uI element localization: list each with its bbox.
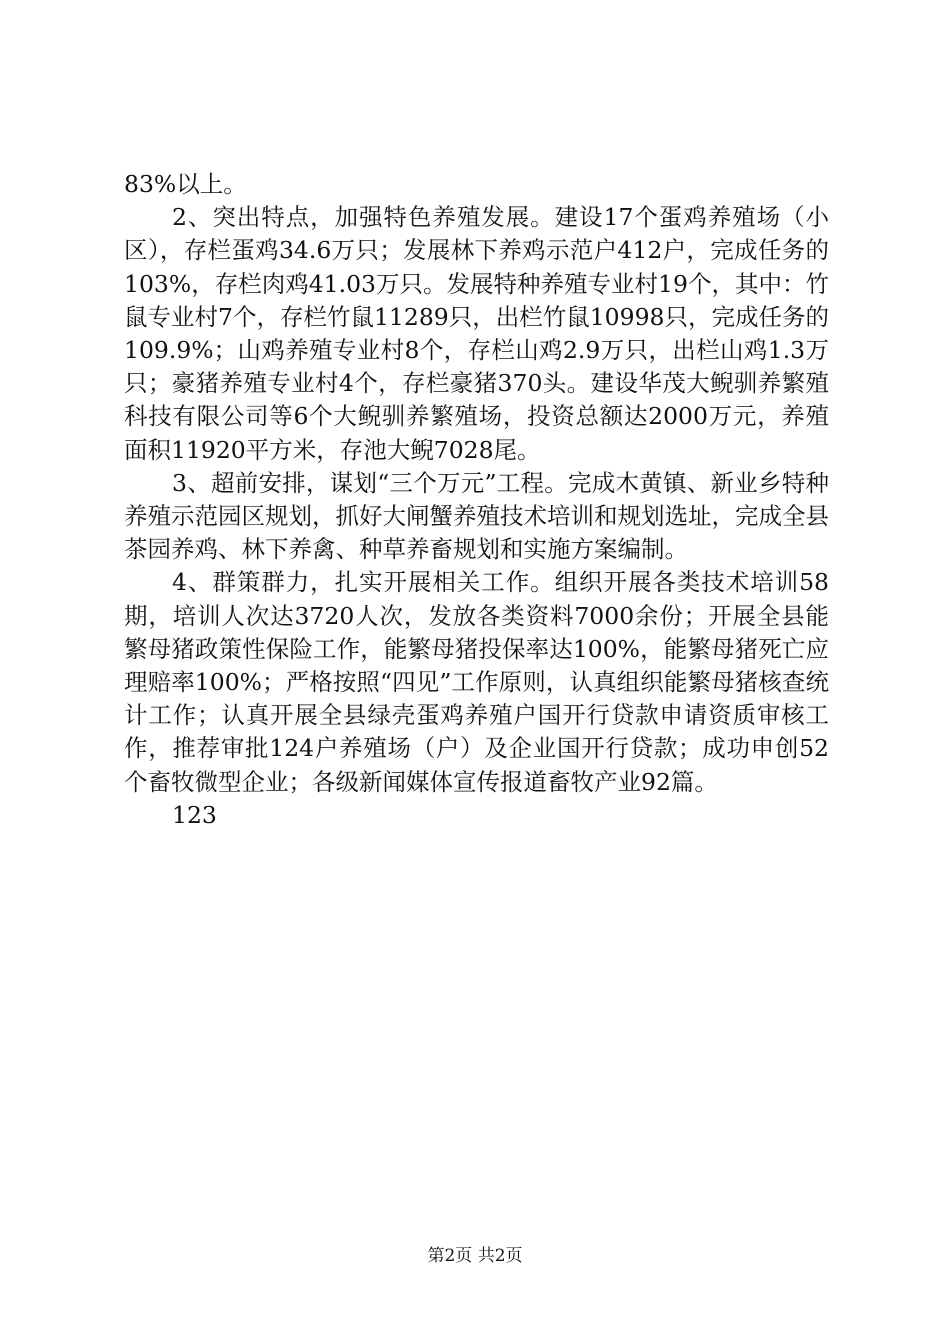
document-body xyxy=(124,168,829,832)
paragraph-special-breeding: 2、突出特点，加强特色养殖发展。建设17个蛋鸡养殖场（小区），存栏蛋鸡34.6万只；发展林下养鸡示范户412户，完成任务的103%，存栏肉鸡41.03万只。发展特种养殖专业村19个，其中：竹鼠专业村7个，存栏竹鼠11289只，出栏竹鼠10998只，完成任务的109.9%；山鸡养殖专业村8个，存栏山鸡2.9万只，出栏山鸡1.3万只；豪猪养殖专业村4个，存栏豪猪370头。建设华茂大鲵驯养繁殖科技有限公司等6个大鲵驯养繁殖场，投资总额达2000万元，养殖面积11920平方米，存池大鲵7028尾。 xyxy=(124,203,829,464)
paragraph-trailing-number: 123 xyxy=(172,800,217,829)
paragraph-continuation: 83%以上。 xyxy=(124,170,247,198)
paragraph-planning: 3、超前安排，谋划“三个万元”工程。完成木黄镇、新业乡特种养殖示范园区规划，抓好大闸蟹养殖技术培训和规划选址，完成全县茶园养鸡、林下养禽、种草养畜规划和实施方案编制。 xyxy=(124,468,829,564)
page-footer: 第2页 共2页 xyxy=(427,1246,523,1266)
paragraph-related-work: 4、群策群力，扎实开展相关工作。组织开展各类技术培训58期，培训人次达3720人次，发放各类资料7000余份；开展全县能繁母猪政策性保险工作，能繁母猪投保率达100%，能繁母猪死亡应理赔率100%；严格按照“四见”工作原则，认真组织能繁母猪核查统计工作；认真开展全县绿壳蛋鸡养殖户国开行贷款申请资质审核工作，推荐审批124户养殖场（户）及企业国开行贷款；成功申创52个畜牧微型企业；各级新闻媒体宣传报道畜牧产业92篇。 xyxy=(124,568,829,796)
